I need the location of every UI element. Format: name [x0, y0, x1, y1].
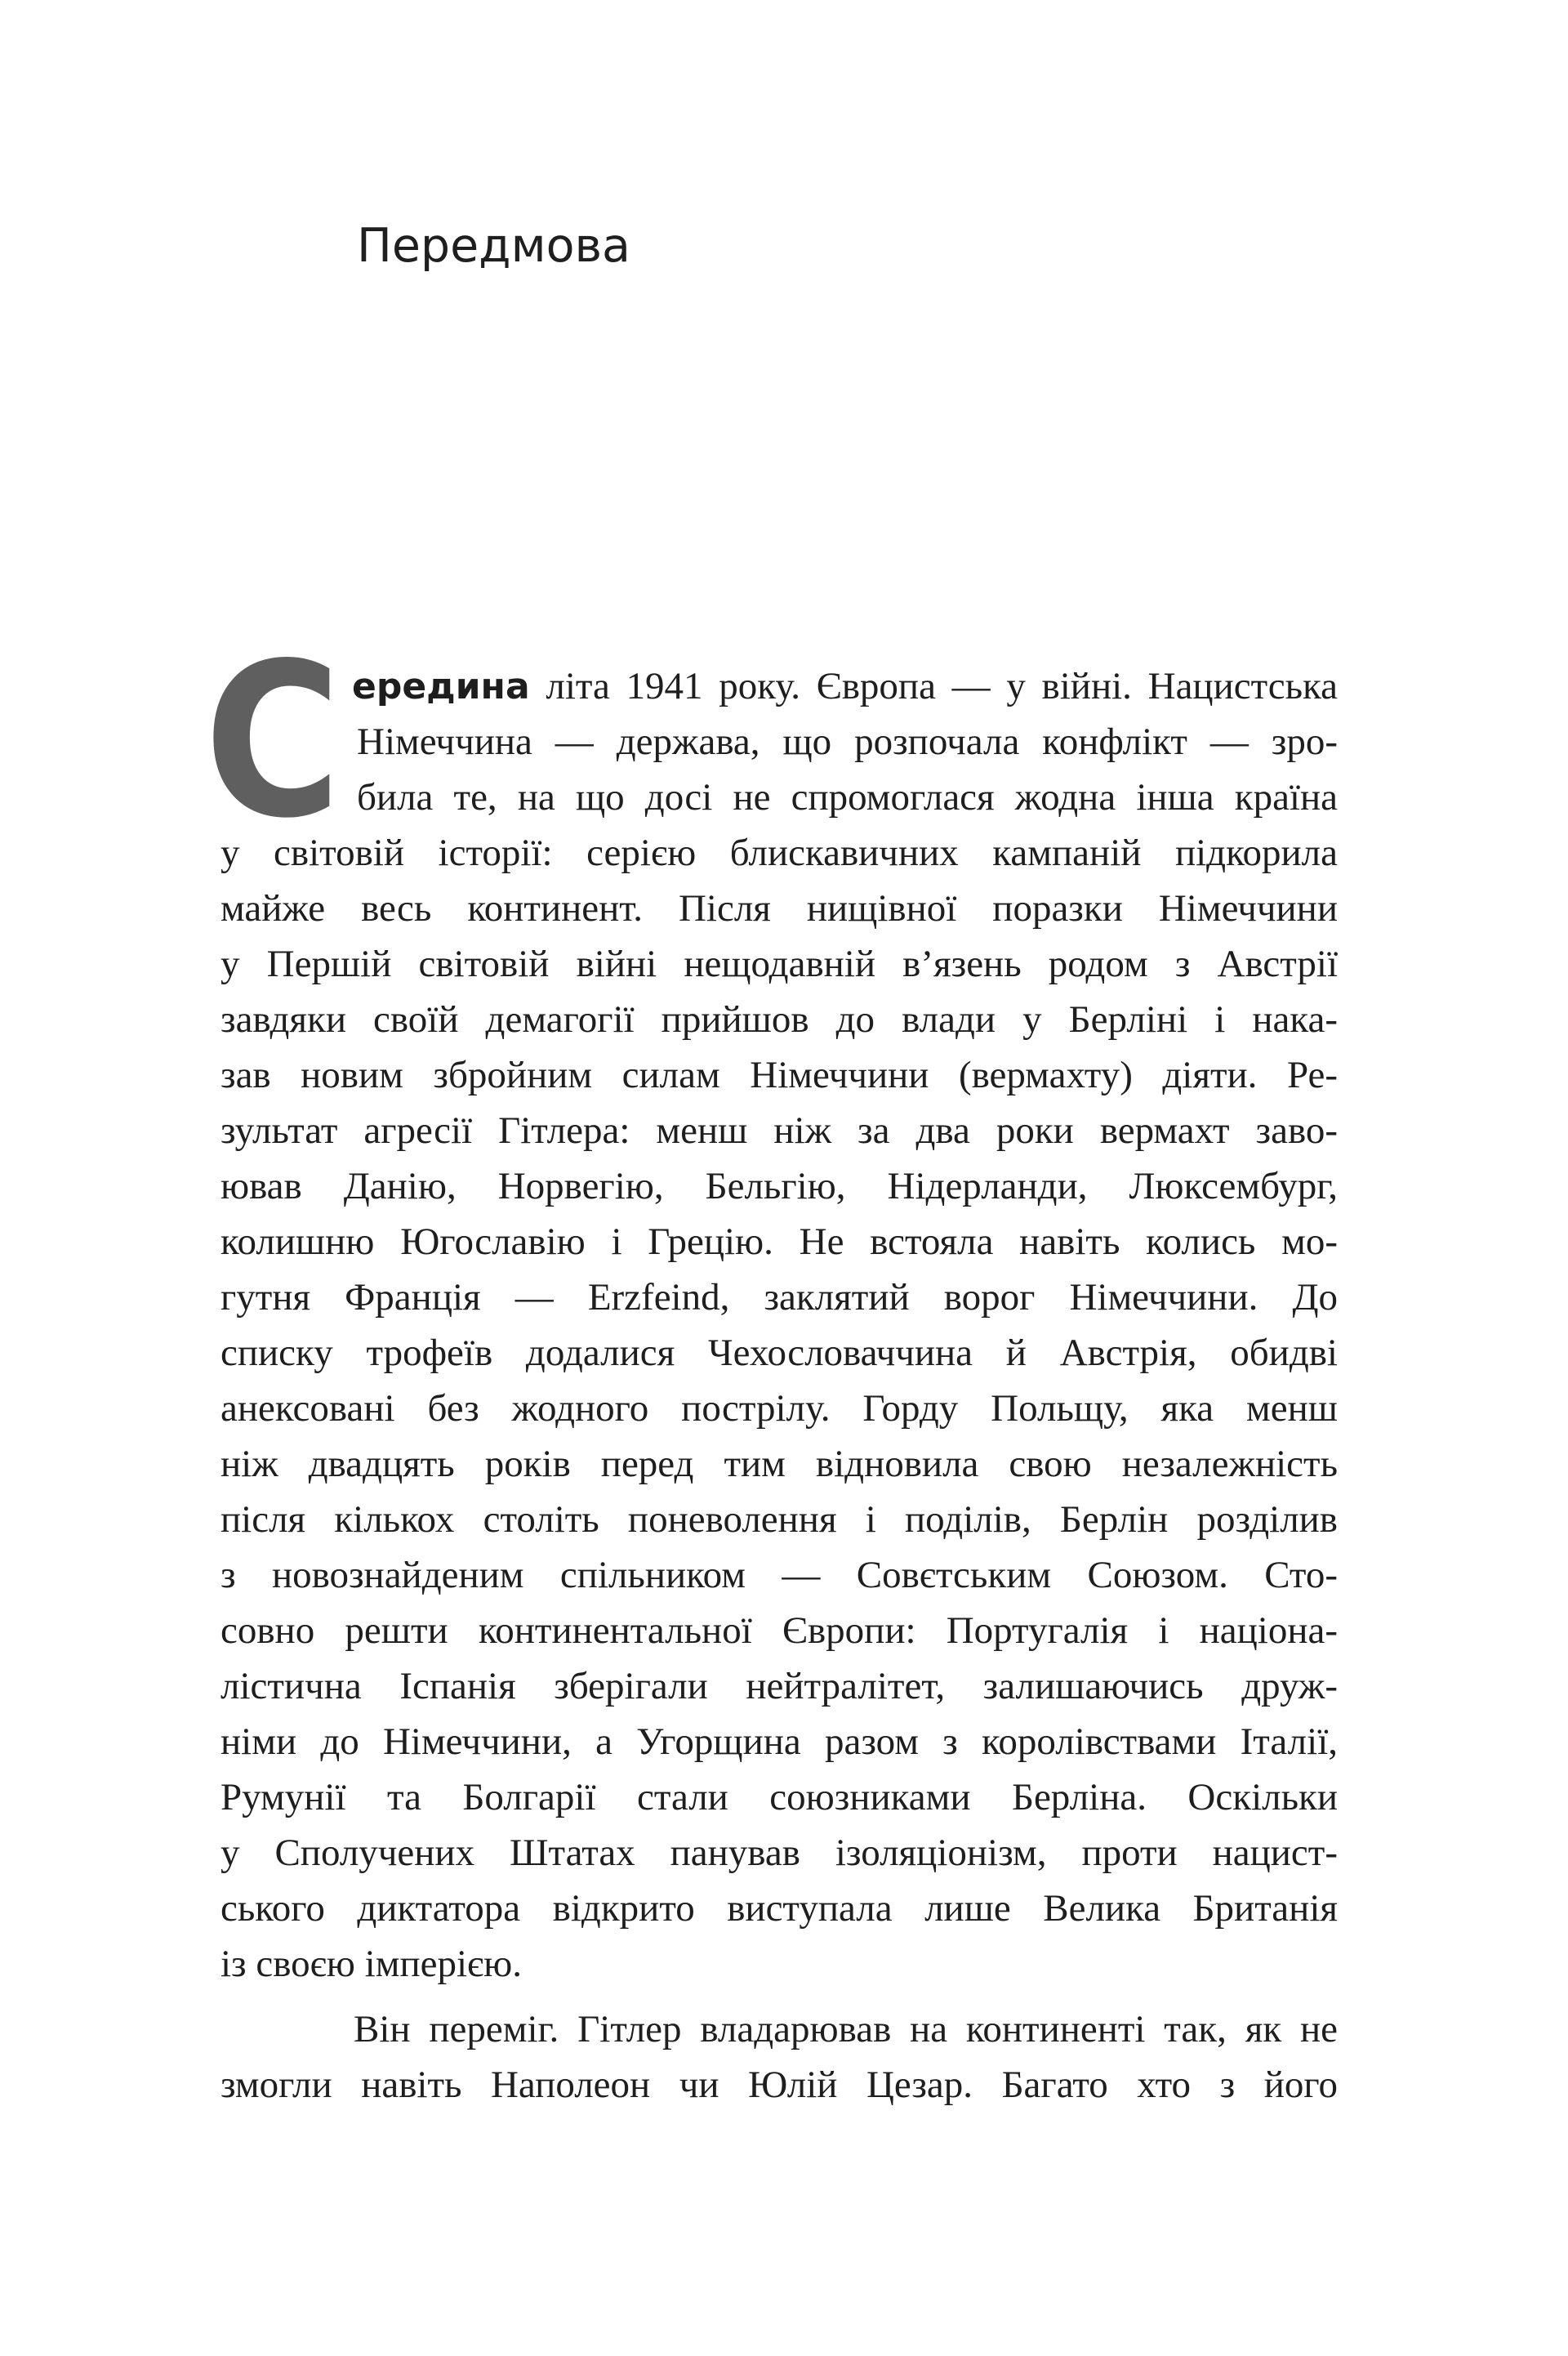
- first-word: ередина: [352, 666, 530, 707]
- text-line: гутня Франція — Erzfeind, заклятий ворог Німеччини. До: [220, 1276, 1338, 1319]
- text-line: змогли навіть Наполеон чи Юлій Цезар. Багато хто з його: [220, 2064, 1338, 2106]
- text-line: ював Данію, Норвегію, Бельгію, Нідерланди, Люксембург,: [220, 1165, 1338, 1207]
- text-line: совно решти континентальної Європи: Португалія і націона-: [220, 1609, 1338, 1652]
- page-title: Передмова: [357, 219, 630, 273]
- text-line: німи до Німеччини, а Угорщина разом з королівствами Італії,: [220, 1720, 1338, 1763]
- text-line: лістична Іспанія зберігали нейтралітет, залишаючись друж-: [220, 1665, 1338, 1707]
- text-line: списку трофеїв додалися Чехословаччина й Австрія, обидві: [220, 1332, 1338, 1374]
- text-line: била те, на що досі не спромоглася жодна інша країна: [357, 776, 1338, 819]
- text-line: ередина літа 1941 року. Європа — у війні. Нацистська: [352, 665, 1338, 707]
- text-line: із своєю імперією.: [220, 1943, 523, 1985]
- text-line: Румунії та Болгарії стали союзниками Берліна. Оскільки: [220, 1776, 1338, 1818]
- text-line: з новознайденим спільником — Совєтським Союзом. Сто-: [220, 1554, 1338, 1596]
- text-line: Німеччина — держава, що розпочала конфлікт — зро-: [357, 721, 1338, 763]
- text-line: у світовій історії: серією блискавичних кампаній підкорила: [220, 832, 1338, 874]
- text-line: колишню Югославію і Грецію. Не встояла навіть колись мо-: [220, 1220, 1338, 1263]
- text-line: ського диктатора відкрито виступала лише Велика Британія: [220, 1887, 1338, 1930]
- text-line: майже весь континент. Після нищівної поразки Німеччини: [220, 887, 1338, 930]
- text-line: зультат агресії Гітлера: менш ніж за два роки вермахт заво-: [220, 1109, 1338, 1152]
- text-line: Він переміг. Гітлер владарював на континенті так, як не: [354, 2008, 1338, 2050]
- text-line: анексовані без жодного пострілу. Горду Польщу, яка менш: [220, 1387, 1338, 1430]
- drop-cap-letter: С: [204, 618, 341, 865]
- text-line: у Сполучених Штатах панував ізоляціонізм, проти нацист-: [220, 1832, 1338, 1874]
- text-line: після кількох століть поневолення і поділів, Берлін розділив: [220, 1498, 1338, 1541]
- text-line: у Першій світовій війні нещодавній в’язень родом з Австрії: [220, 943, 1338, 985]
- text-line: завдяки своїй демагогії прийшов до влади у Берліні і нака-: [220, 998, 1338, 1041]
- text-line: ніж двадцять років перед тим відновила свою незалежність: [220, 1443, 1338, 1485]
- text-line: зав новим збройним силам Німеччини (вермахту) діяти. Ре-: [220, 1054, 1338, 1096]
